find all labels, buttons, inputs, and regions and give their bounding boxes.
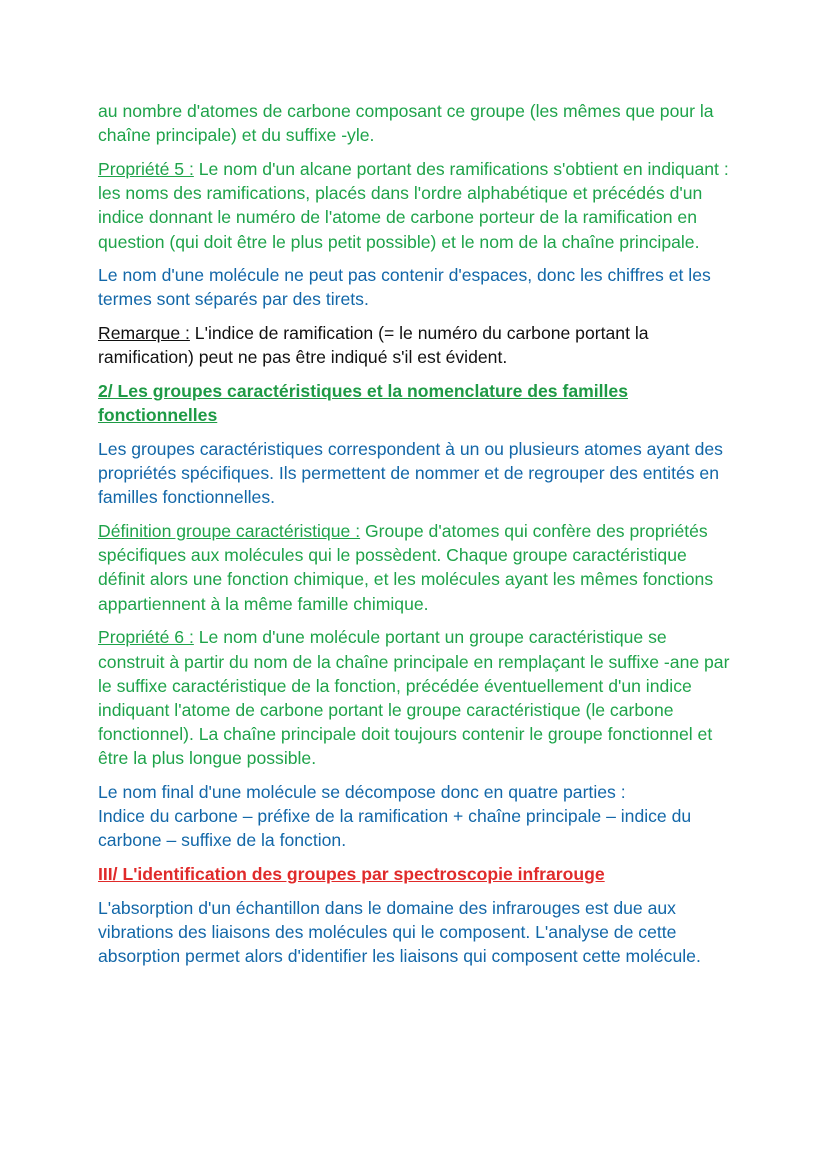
paragraph-propriete-5: [98, 157, 738, 254]
document-page: [98, 99, 738, 978]
paragraph-absorption-infrarouge: L'absorption d'un échantillon dans le domaine des infrarouges est due aux vibrations des liaisons des molécules qui le composent. L'analyse de cette absorption permet alors d'identifier les liaisons qui composent cette molécule.: [98, 897, 701, 967]
propriete-5-label: Propriété 5 :: [98, 158, 194, 179]
propriete-5-text: Le nom d'un alcane portant des ramifications s'obtient en indiquant : les noms des ramifications, placés dans l'ordre alphabétique et précédés d'un indice donnant le numéro de l'atome de carbone porteur de la ramification en question (qui doit être le plus petit possible) et le nom de la chaîne principale.: [98, 158, 729, 252]
nom-final-line-2: Indice du carbone – préfixe de la ramification + chaîne principale – indice du carbone – suffixe de la fonction.: [98, 806, 692, 851]
remarque-label: Remarque :: [98, 323, 190, 344]
remarque-text: L'indice de ramification (= le numéro du carbone portant la ramification) peut ne pas être indiqué s'il est évident.: [98, 323, 649, 368]
paragraph-ramification-suffix: au nombre d'atomes de carbone composant ce groupe (les mêmes que pour la chaîne principale) et du suffixe -yle.: [98, 101, 714, 146]
paragraph-definition-groupe: [98, 519, 738, 616]
paragraph-tirets: Le nom d'une molécule ne peut pas contenir d'espaces, donc les chiffres et les termes sont séparés par des tirets.: [98, 265, 711, 310]
section-heading-groupes-caracteristiques: 2/ Les groupes caractéristiques et la nomenclature des familles fonctionnelles: [98, 381, 628, 426]
nom-final-line-1: Le nom final d'une molécule se décompose donc en quatre parties :: [98, 782, 626, 803]
definition-label: Définition groupe caractéristique :: [98, 521, 361, 542]
section-heading-spectroscopie: III/ L'identification des groupes par spectroscopie infrarouge: [98, 864, 605, 885]
propriete-6-label: Propriété 6 :: [98, 627, 194, 648]
definition-text: Groupe d'atomes qui confère des propriétés spécifiques aux molécules qui le possèdent. Chaque groupe caractéristique définit alors une fonction chimique, et les molécules ayant les mêmes fonctions appartiennent à la même famille chimique.: [98, 521, 714, 614]
paragraph-propriete-6: [98, 625, 738, 770]
paragraph-groupes-caracteristiques: Les groupes caractéristiques correspondent à un ou plusieurs atomes ayant des propriétés spécifiques. Ils permettent de nommer et de regrouper des entités en familles fonctionnelles.: [98, 438, 723, 508]
propriete-6-text: Le nom d'une molécule portant un groupe caractéristique se construit à partir du nom de la chaîne principale en remplaçant le suffixe -ane par le suffixe caractéristique de la fonction, précédée éventuellement d'un indice indiquant l'atome de carbone portant le groupe caractéristique (le carbone fonctionnel). La chaîne principale doit toujours contenir le groupe fonctionnel et être la plus longue possible.: [98, 627, 730, 769]
paragraph-nom-final: [98, 780, 738, 853]
paragraph-remarque: [98, 321, 738, 369]
